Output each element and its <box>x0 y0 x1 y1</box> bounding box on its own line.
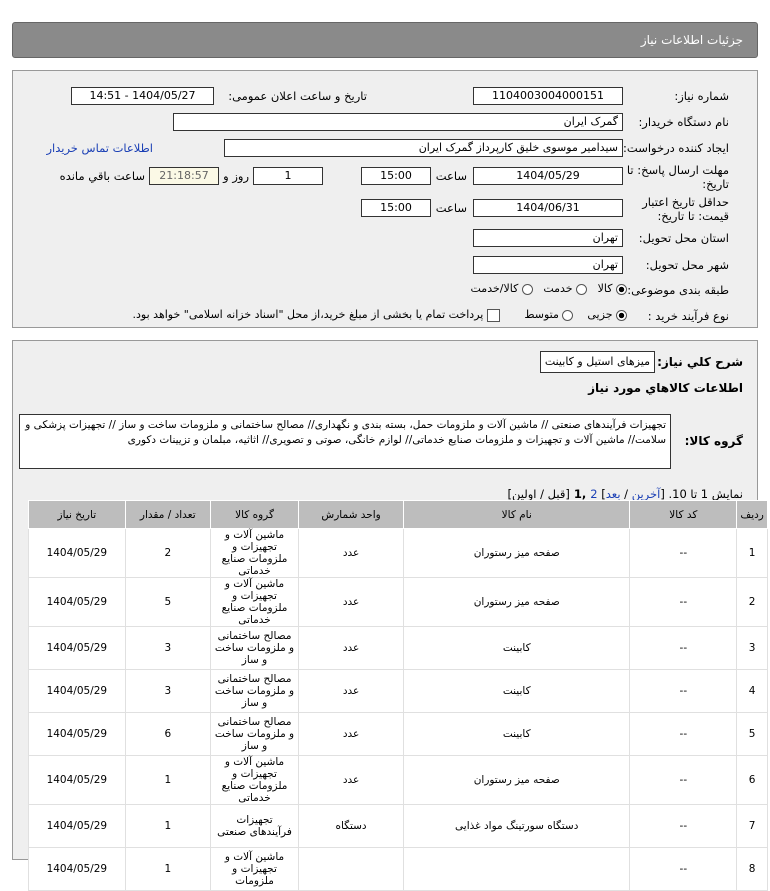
pager-suffix: [قبل / اولین] <box>507 487 570 501</box>
validity-time-label: ساعت <box>435 201 467 215</box>
table-cell: 1404/05/29 <box>29 805 126 848</box>
creator-label: ایجاد کننده درخواست: <box>623 141 729 155</box>
table-row <box>29 713 768 756</box>
buyer-field: گمرک ایران <box>173 113 623 131</box>
table-cell: کابینت <box>404 627 630 670</box>
table-cell: 3 <box>125 670 210 713</box>
table-cell: 7 <box>737 805 768 848</box>
table-cell: ماشین آلات و تجهیزات و ملزومات صنایع خدماتی <box>210 578 298 627</box>
table-row <box>29 578 768 627</box>
table-cell: عدد <box>299 756 404 805</box>
table-cell: 1404/05/29 <box>29 578 126 627</box>
category-both-label: کالا/خدمت <box>470 282 519 295</box>
need-number-field: 1104003004000151 <box>473 87 623 105</box>
pager-mid: ] <box>597 487 606 501</box>
buyer-label: نام دستگاه خریدار: <box>638 115 729 129</box>
pager-next-link[interactable]: بعد <box>605 487 621 501</box>
summary-label: شرح کلي نياز: <box>657 355 743 369</box>
table-cell: 3 <box>125 627 210 670</box>
category-goods-label: کالا <box>597 282 613 295</box>
province-field: تهران <box>473 229 623 247</box>
days-label: روز و <box>223 169 249 183</box>
table-cell: -- <box>630 627 737 670</box>
category-both-radio[interactable] <box>522 284 533 295</box>
table-cell: عدد <box>299 670 404 713</box>
pager-current-page: ,1 <box>569 487 591 501</box>
summary-field: میزهای استیل و کابینت <box>540 351 655 373</box>
city-field: تهران <box>473 256 623 274</box>
column-header: نام کالا <box>404 501 630 529</box>
table-cell: 1 <box>125 805 210 848</box>
treasury-payment-note: پرداخت تمام یا بخشی از مبلغ خرید،از محل "اسناد خزانه اسلامی" خواهد بود. <box>132 308 484 321</box>
table-cell: -- <box>630 529 737 578</box>
table-cell: کابینت <box>404 670 630 713</box>
announce-label: تاریخ و ساعت اعلان عمومی: <box>228 89 367 103</box>
table-cell: 5 <box>737 713 768 756</box>
validity-time-field: 15:00 <box>361 199 431 217</box>
city-label: شهر محل تحویل: <box>645 258 729 272</box>
table-cell: 1 <box>737 529 768 578</box>
treasury-payment-checkbox[interactable] <box>487 309 500 322</box>
table-cell: 2 <box>737 578 768 627</box>
table-row <box>29 848 768 891</box>
table-cell: -- <box>630 805 737 848</box>
process-medium-label: متوسط <box>524 308 559 321</box>
table-cell: 1 <box>125 848 210 891</box>
pager-sep: / <box>620 487 632 501</box>
column-header: کد کالا <box>630 501 737 529</box>
goods-heading: اطلاعات کالاهاي مورد نياز <box>588 381 743 395</box>
page-title-bar <box>12 22 758 58</box>
category-label: طبقه بندی موضوعی: <box>627 283 729 297</box>
remaining-time-field: 21:18:57 <box>149 167 219 185</box>
table-cell: 8 <box>737 848 768 891</box>
category-service-radio[interactable] <box>576 284 587 295</box>
pager-prefix: نمایش 1 تا 10. [ <box>660 487 743 501</box>
table-row <box>29 756 768 805</box>
table-cell: مصالح ساختمانی و ملزومات ساخت و ساز <box>210 713 298 756</box>
table-cell: 1404/05/29 <box>29 670 126 713</box>
table-cell <box>299 848 404 891</box>
table-cell: مصالح ساختمانی و ملزومات ساخت و ساز <box>210 670 298 713</box>
table-cell: -- <box>630 670 737 713</box>
table-cell: -- <box>630 756 737 805</box>
process-minor-radio[interactable] <box>616 310 627 321</box>
table-cell: دستگاه سورتینگ مواد غذایی <box>404 805 630 848</box>
column-header: تاریخ نیاز <box>29 501 126 529</box>
page-title: جزئیات اطلاعات نیاز <box>640 33 743 47</box>
table-cell: عدد <box>299 627 404 670</box>
column-header: ردیف <box>737 501 768 529</box>
process-label: نوع فرآیند خرید : <box>647 309 729 323</box>
table-cell: -- <box>630 578 737 627</box>
table-cell: صفحه میز رستوران <box>404 578 630 627</box>
table-cell: عدد <box>299 529 404 578</box>
goods-group-field: تجهیزات فرآیندهای صنعتی // ماشین آلات و ملزومات حمل، بسته بندی و نگهداری// مصالح ساختمانی و ملزومات ساخت و ساز // تجهیزات پزشکی و سلامت// ماشین آلات و تجهیزات و ملزومات صنایع خدماتی// لوازم خانگی، صوتی و تصویری// اثاثیه، مبلمان و تزیینات دکوری <box>19 414 671 469</box>
process-medium-radio[interactable] <box>562 310 573 321</box>
need-number-label: شماره نیاز: <box>674 89 729 103</box>
table-cell: 5 <box>125 578 210 627</box>
category-goods-radio[interactable] <box>616 284 627 295</box>
table-cell: کابینت <box>404 713 630 756</box>
province-label: استان محل تحویل: <box>638 231 729 245</box>
table-cell: -- <box>630 848 737 891</box>
table-cell: صفحه میز رستوران <box>404 529 630 578</box>
table-cell: ماشین آلات و تجهیزات و ملزومات صنایع خدماتی <box>210 529 298 578</box>
column-header: گروه کالا <box>210 501 298 529</box>
days-field: 1 <box>253 167 323 185</box>
table-row <box>29 670 768 713</box>
table-row <box>29 805 768 848</box>
buyer-contact-link[interactable]: اطلاعات تماس خریدار <box>46 141 153 155</box>
table-cell: عدد <box>299 578 404 627</box>
deadline-date-field: 1404/05/29 <box>473 167 623 185</box>
table-cell: 1404/05/29 <box>29 756 126 805</box>
table-cell <box>404 848 630 891</box>
table-cell: مصالح ساختمانی و ملزومات ساخت و ساز <box>210 627 298 670</box>
table-cell: 1404/05/29 <box>29 627 126 670</box>
column-header: واحد شمارش <box>299 501 404 529</box>
validity-label: حداقل تاریخ اعتبار قیمت: تا تاریخ: <box>642 195 729 223</box>
deadline-label: مهلت ارسال پاسخ: تا تاریخ: <box>626 163 729 191</box>
table-row <box>29 529 768 578</box>
category-service-label: خدمت <box>543 282 573 295</box>
need-details-panel <box>12 70 758 328</box>
table-cell: 6 <box>125 713 210 756</box>
table-cell: تجهیزات فرآیندهای صنعتی <box>210 805 298 848</box>
table-row <box>29 627 768 670</box>
table-cell: 1404/05/29 <box>29 713 126 756</box>
pager-page-2-link[interactable]: 2 <box>590 487 598 501</box>
remaining-label: ساعت باقي مانده <box>59 169 145 183</box>
goods-table <box>28 500 768 891</box>
pagination <box>508 487 743 501</box>
table-cell: 1 <box>125 756 210 805</box>
table-cell: 2 <box>125 529 210 578</box>
announce-field: 1404/05/27 - 14:51 <box>71 87 214 105</box>
column-header: تعداد / مقدار <box>125 501 210 529</box>
table-cell: ماشین آلات و تجهیزات و ملزومات <box>210 848 298 891</box>
table-cell: صفحه میز رستوران <box>404 756 630 805</box>
table-cell: عدد <box>299 713 404 756</box>
table-cell: 1404/05/29 <box>29 529 126 578</box>
goods-group-label: گروه کالا: <box>684 434 743 448</box>
table-cell: دستگاه <box>299 805 404 848</box>
table-cell: 3 <box>737 627 768 670</box>
table-cell: ماشین آلات و تجهیزات و ملزومات صنایع خدماتی <box>210 756 298 805</box>
table-cell: 4 <box>737 670 768 713</box>
process-minor-label: جزیی <box>587 308 613 321</box>
table-cell: -- <box>630 713 737 756</box>
table-cell: 1404/05/29 <box>29 848 126 891</box>
pager-last-link[interactable]: آخرین <box>631 487 661 501</box>
validity-date-field: 1404/06/31 <box>473 199 623 217</box>
deadline-time-label: ساعت <box>435 169 467 183</box>
creator-field: سیدامیر موسوی خلیق کارپرداز گمرک ایران <box>224 139 623 157</box>
deadline-time-field: 15:00 <box>361 167 431 185</box>
table-cell: 6 <box>737 756 768 805</box>
